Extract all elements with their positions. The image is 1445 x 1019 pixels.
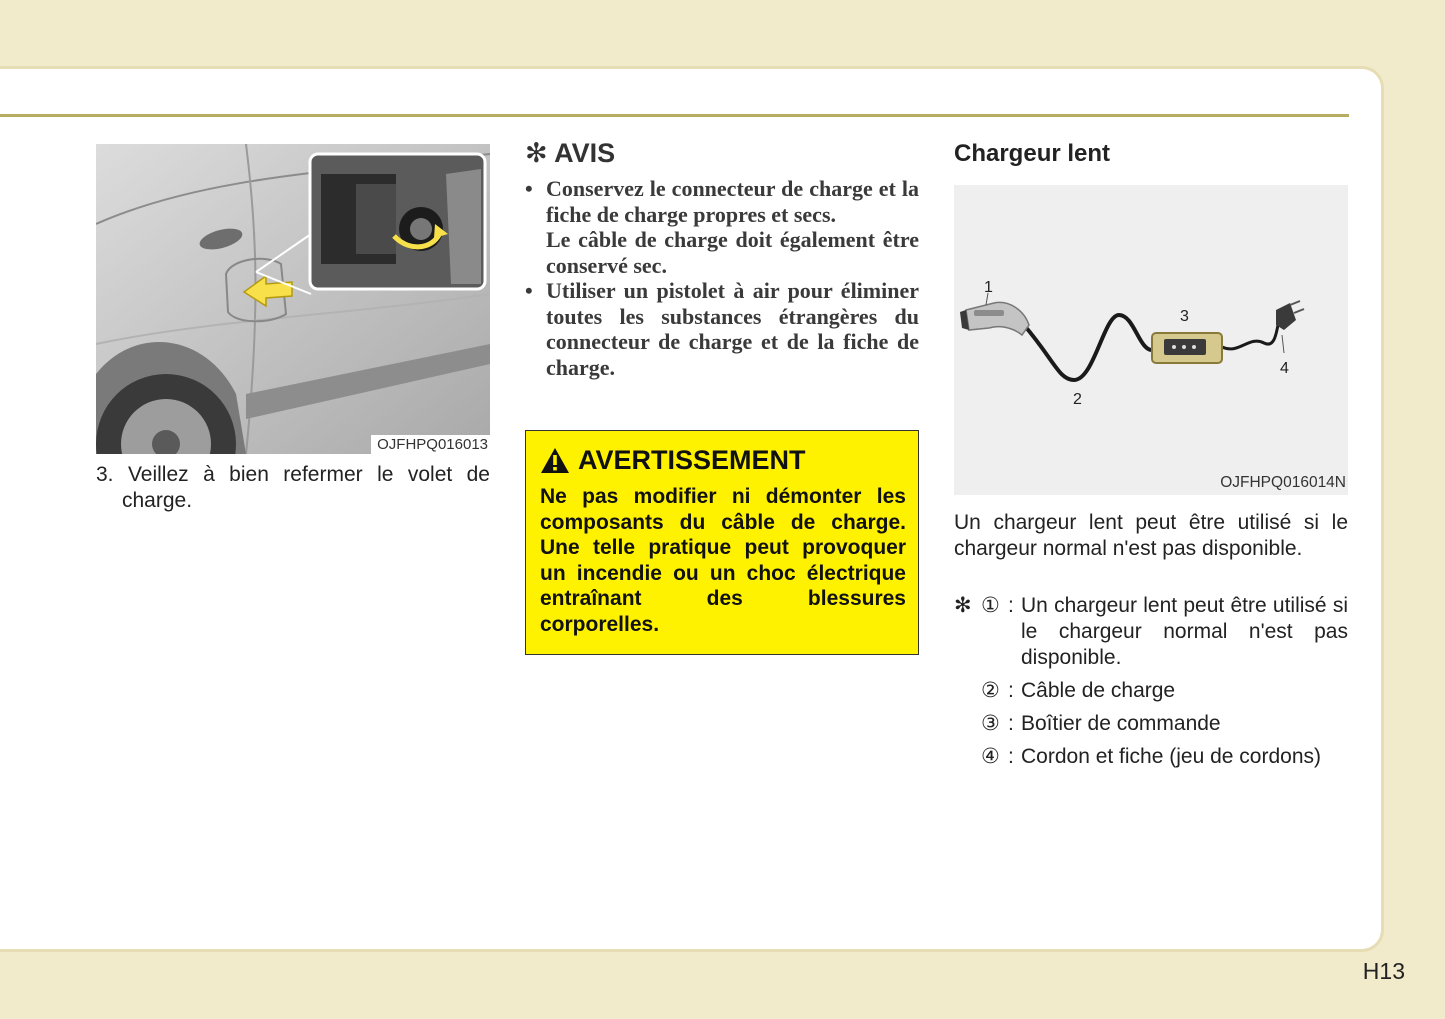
figure-label-4: 4 xyxy=(1280,360,1289,377)
legend-colon: : xyxy=(1008,712,1014,735)
warning-title-row xyxy=(540,445,806,476)
legend-item xyxy=(954,678,1348,704)
figure-label-1: 1 xyxy=(984,279,993,296)
charge-door-figure xyxy=(96,144,490,454)
figure-legend xyxy=(954,593,1348,777)
legend-number: ③ xyxy=(981,712,1000,735)
legend-number: ② xyxy=(981,679,1000,702)
figure-code: OJFHPQ016013 xyxy=(371,435,490,454)
car-charge-door-illustration xyxy=(96,144,490,454)
avis-title: ✻ AVIS xyxy=(525,138,616,168)
warning-box xyxy=(525,430,919,655)
avis-item-2 xyxy=(525,278,919,380)
legend-item xyxy=(954,744,1348,770)
legend-item xyxy=(954,711,1348,737)
legend-note-mark: ✻ xyxy=(954,594,972,617)
page-number: H13 xyxy=(1362,958,1405,984)
legend-text: Cordon et fiche (jeu de cordons) xyxy=(1021,745,1321,768)
legend-number: ① xyxy=(981,594,1000,617)
slow-charger-illustration xyxy=(954,185,1348,495)
legend-item xyxy=(954,593,1348,671)
legend-colon: : xyxy=(1008,594,1014,617)
legend-number: ④ xyxy=(981,745,1000,768)
legend-text: Câble de charge xyxy=(1021,679,1176,702)
legend-colon: : xyxy=(1008,679,1014,702)
legend-colon: : xyxy=(1008,745,1014,768)
section-title: Chargeur lent xyxy=(954,140,1111,167)
warning-title: AVERTISSEMENT xyxy=(578,445,806,475)
slow-charger-figure xyxy=(954,185,1348,495)
avis-item-1-subtext: Le câble de charge doit également être conservé sec. xyxy=(546,227,919,278)
figure-code: OJFHPQ016014N xyxy=(1220,474,1346,491)
avis-list xyxy=(525,176,919,380)
warning-text: Ne pas modifier ni démonter les composants du câble de charge. Une telle pratique peut provoquer un incendie ou un choc électrique entraînant des blessures corporelles. xyxy=(540,485,906,636)
legend-text: Un chargeur lent peut être utilisé si le chargeur normal n'est pas disponible. xyxy=(1021,594,1348,669)
avis-item-1 xyxy=(525,176,919,278)
header-rule xyxy=(0,114,1349,117)
step-3-text: 3. Veillez à bien refermer le volet de charge. xyxy=(96,463,490,512)
figure-label-2: 2 xyxy=(1073,391,1082,408)
slow-charger-description: Un chargeur lent peut être utilisé si le chargeur normal n'est pas disponible. xyxy=(954,511,1348,560)
figure-label-3: 3 xyxy=(1180,308,1189,325)
avis-item-1-text: Conservez le connecteur de charge et la fiche de charge propres et secs. xyxy=(546,176,919,227)
warning-triangle-icon xyxy=(540,447,570,474)
avis-item-2-text: Utiliser un pistolet à air pour éliminer toutes les substances étrangères du connecteur de charge et de la fiche de charge. xyxy=(546,278,919,380)
legend-text: Boîtier de commande xyxy=(1021,712,1221,735)
